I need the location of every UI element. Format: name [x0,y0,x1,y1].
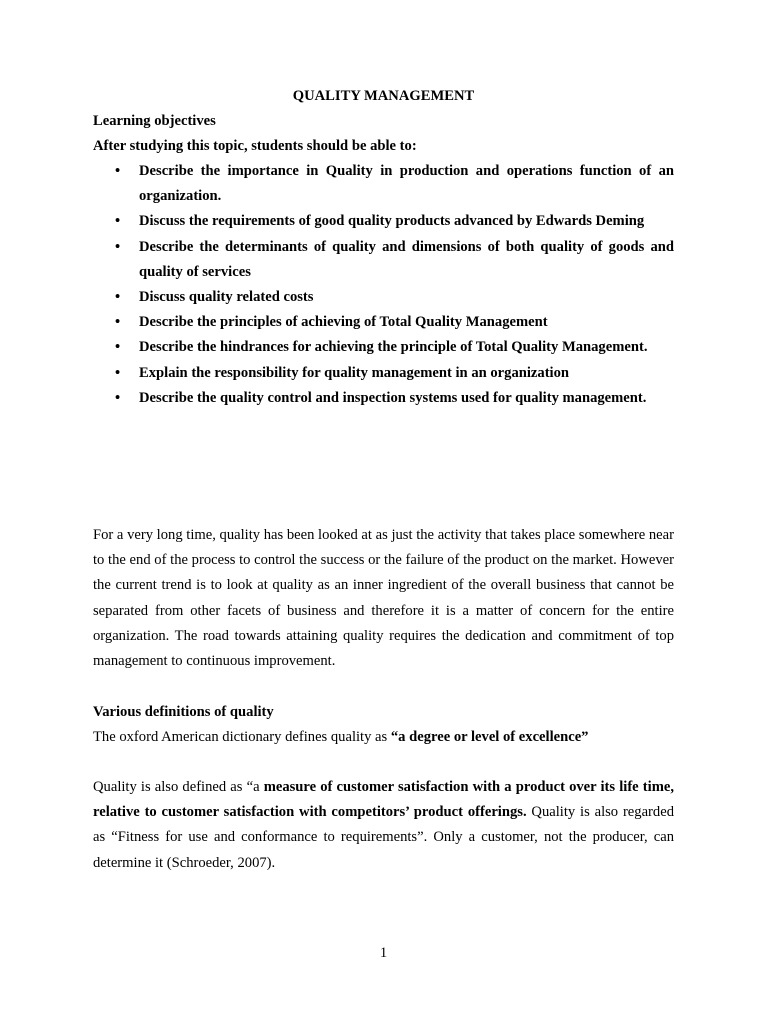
oxford-quote: “a degree or level of excellence” [390,729,589,745]
intro-paragraph: For a very long time, quality has been looked at as just the activity that takes place somewhere near to the end of the process to control the success or the failure of the product on the market. However the current trend is to look at quality as an inner ingredient of the overall business that cannot be separated from other facets of business and therefore it is a matter of concern for the entire organization. The road towards attaining quality requires the dedication and commitment of top management to continuous improvement. [93,527,674,670]
after-studying-intro: After studying this topic, students should be able to: [93,138,417,154]
page-number: 1 [379,945,388,961]
bullet-icon: • [115,389,121,406]
customer-definition-bold: measure of customer satisfaction with a product over its life time, relative to customer satisfaction with competitors’ product offerings. [93,779,674,821]
bullet-icon: • [115,289,121,306]
bullet-icon: • [115,339,121,356]
document-title: QUALITY MANAGEMENT [292,88,475,104]
customer-definition-paragraph: Quality is also defined as “a measure of customer satisfaction with a product over its life time, relative to customer satisfaction with competitors’ product offerings. Quality is also regarded as “Fitness for use and conformance to requirements”. Only a customer, not the producer, can determine it (Schroeder, 2007). [93,779,674,871]
list-item: • Describe the determinants of quality and dimensions of both quality of goods and quality of services [93,235,674,285]
list-item: • Discuss the requirements of good quality products advanced by Edwards Deming [93,209,674,234]
list-item: • Discuss quality related costs [93,285,674,310]
objectives-list [93,159,674,411]
document-page [93,0,674,1024]
list-item: • Describe the quality control and inspection systems used for quality management. [93,386,674,411]
bullet-icon: • [115,364,121,381]
bullet-icon: • [115,314,121,331]
bullet-icon: • [115,238,121,255]
learning-objectives-heading: Learning objectives [93,113,216,129]
list-item: • Explain the responsibility for quality management in an organization [93,361,674,386]
list-item: • Describe the hindrances for achieving the principle of Total Quality Management. [93,335,674,360]
definitions-heading: Various definitions of quality [93,704,274,720]
oxford-definition: The oxford American dictionary defines quality as “a degree or level of excellence” [93,729,589,745]
list-item: • Describe the importance in Quality in production and operations function of an organization. [93,159,674,209]
list-item: • Describe the principles of achieving of Total Quality Management [93,310,674,335]
bullet-icon: • [115,213,121,230]
bullet-icon: • [115,163,121,179]
